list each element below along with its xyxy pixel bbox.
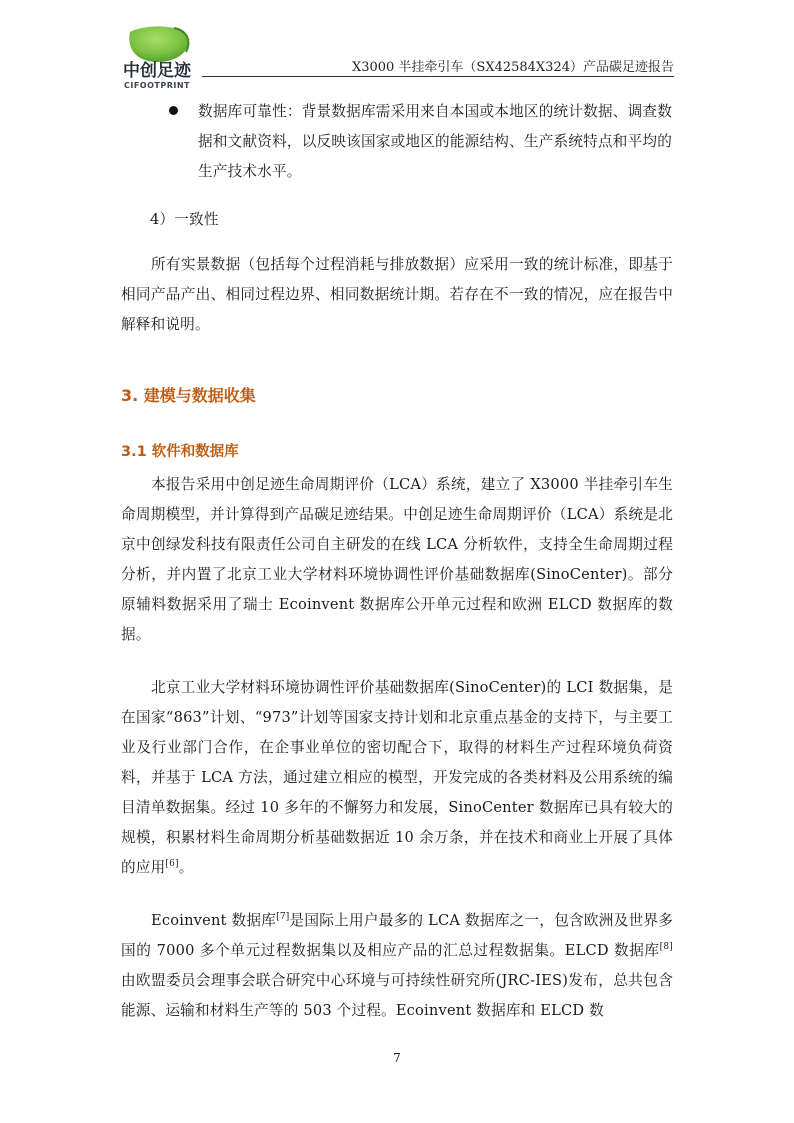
paragraph-sinocenter: [121, 673, 673, 883]
paragraph-ecoinvent-b: 是国际上用户最多的 LCA 数据库之一，包含欧洲及世界多国的 7000 多个单元过程数据集以及相应产品的汇总过程数据集。ELCD 数据库: [121, 912, 673, 959]
item-4-paragraph: 所有实景数据（包括每个过程消耗与排放数据）应采用一致的统计标准，即基于相同产品产出、相同过程边界、相同数据统计期。若存在不一致的情况，应在报告中解释和说明。: [121, 256, 673, 333]
citation-8: [8]: [659, 942, 673, 952]
paragraph-ecoinvent: [121, 906, 673, 1026]
report-header-title: X3000 半挂牵引车（SX42584X324）产品碳足迹报告: [351, 60, 674, 75]
bullet-icon: [169, 106, 178, 115]
paragraph-sinocenter-text: 北京工业大学材料环境协调性评价基础数据库(SinoCenter)的 LCI 数据集，是在国家“863”计划、“973”计划等国家支持计划和北京重点基金的支持下，与主要工业及行业部门合作，在企事业单位的密切配合下，取得的材料生产过程环境负荷资料，并基于 LCA 方法，通过建立相应的模型，开发完成的各类材料及公用系统的编目清单数据集。经过 10 多年的不懈努力和发展，SinoCenter 数据库已具有较大的规模，积累材料生命周期分析基础数据近 10 余万条，并在技术和商业上开展了具体的应用: [121, 679, 673, 876]
item-4-label: 4）一致性: [150, 211, 219, 228]
paragraph-sinocenter-end: 。: [178, 859, 194, 876]
header-divider: [202, 76, 674, 77]
page-number: 7: [393, 1051, 401, 1065]
paragraph-software: 本报告采用中创足迹生命周期评价（LCA）系统，建立了 X3000 半挂牵引车生命周期模型，并计算得到产品碳足迹结果。中创足迹生命周期评价（LCA）系统是北京中创绿发科技有限责任公司自主研发的在线 LCA 分析软件，支持全生命周期过程分析，并内置了北京工业大学材料环境协调性评价基础数据库(SinoCenter)。部分原辅料数据采用了瑞士 Ecoinvent 数据库公开单元过程和欧洲 ELCD 数据库的数据。: [121, 476, 673, 643]
logo-subtext: CIFOOTPRINT: [123, 81, 191, 90]
paragraph-ecoinvent-c: 由欧盟委员会理事会联合研究中心环境与可持续性研究所(JRC-IES)发布，总共包含能源、运输和材料生产等的 503 个过程。Ecoinvent 数据库和 ELCD 数: [121, 972, 673, 1019]
paragraph-ecoinvent-a: Ecoinvent 数据库: [151, 912, 277, 929]
logo-text: 中创足迹: [123, 61, 191, 81]
bullet-database-reliability: 数据库可靠性：背景数据库需采用来自本国或本地区的统计数据、调查数据和文献资料，以反映该国家或地区的能源结构、生产系统特点和平均的生产技术水平。: [198, 103, 672, 180]
citation-7: [7]: [276, 912, 290, 922]
section-3-1-heading: 3.1 软件和数据库: [121, 444, 239, 460]
section-3-heading: 3. 建模与数据收集: [121, 386, 256, 405]
citation-6: [6]: [165, 859, 179, 869]
